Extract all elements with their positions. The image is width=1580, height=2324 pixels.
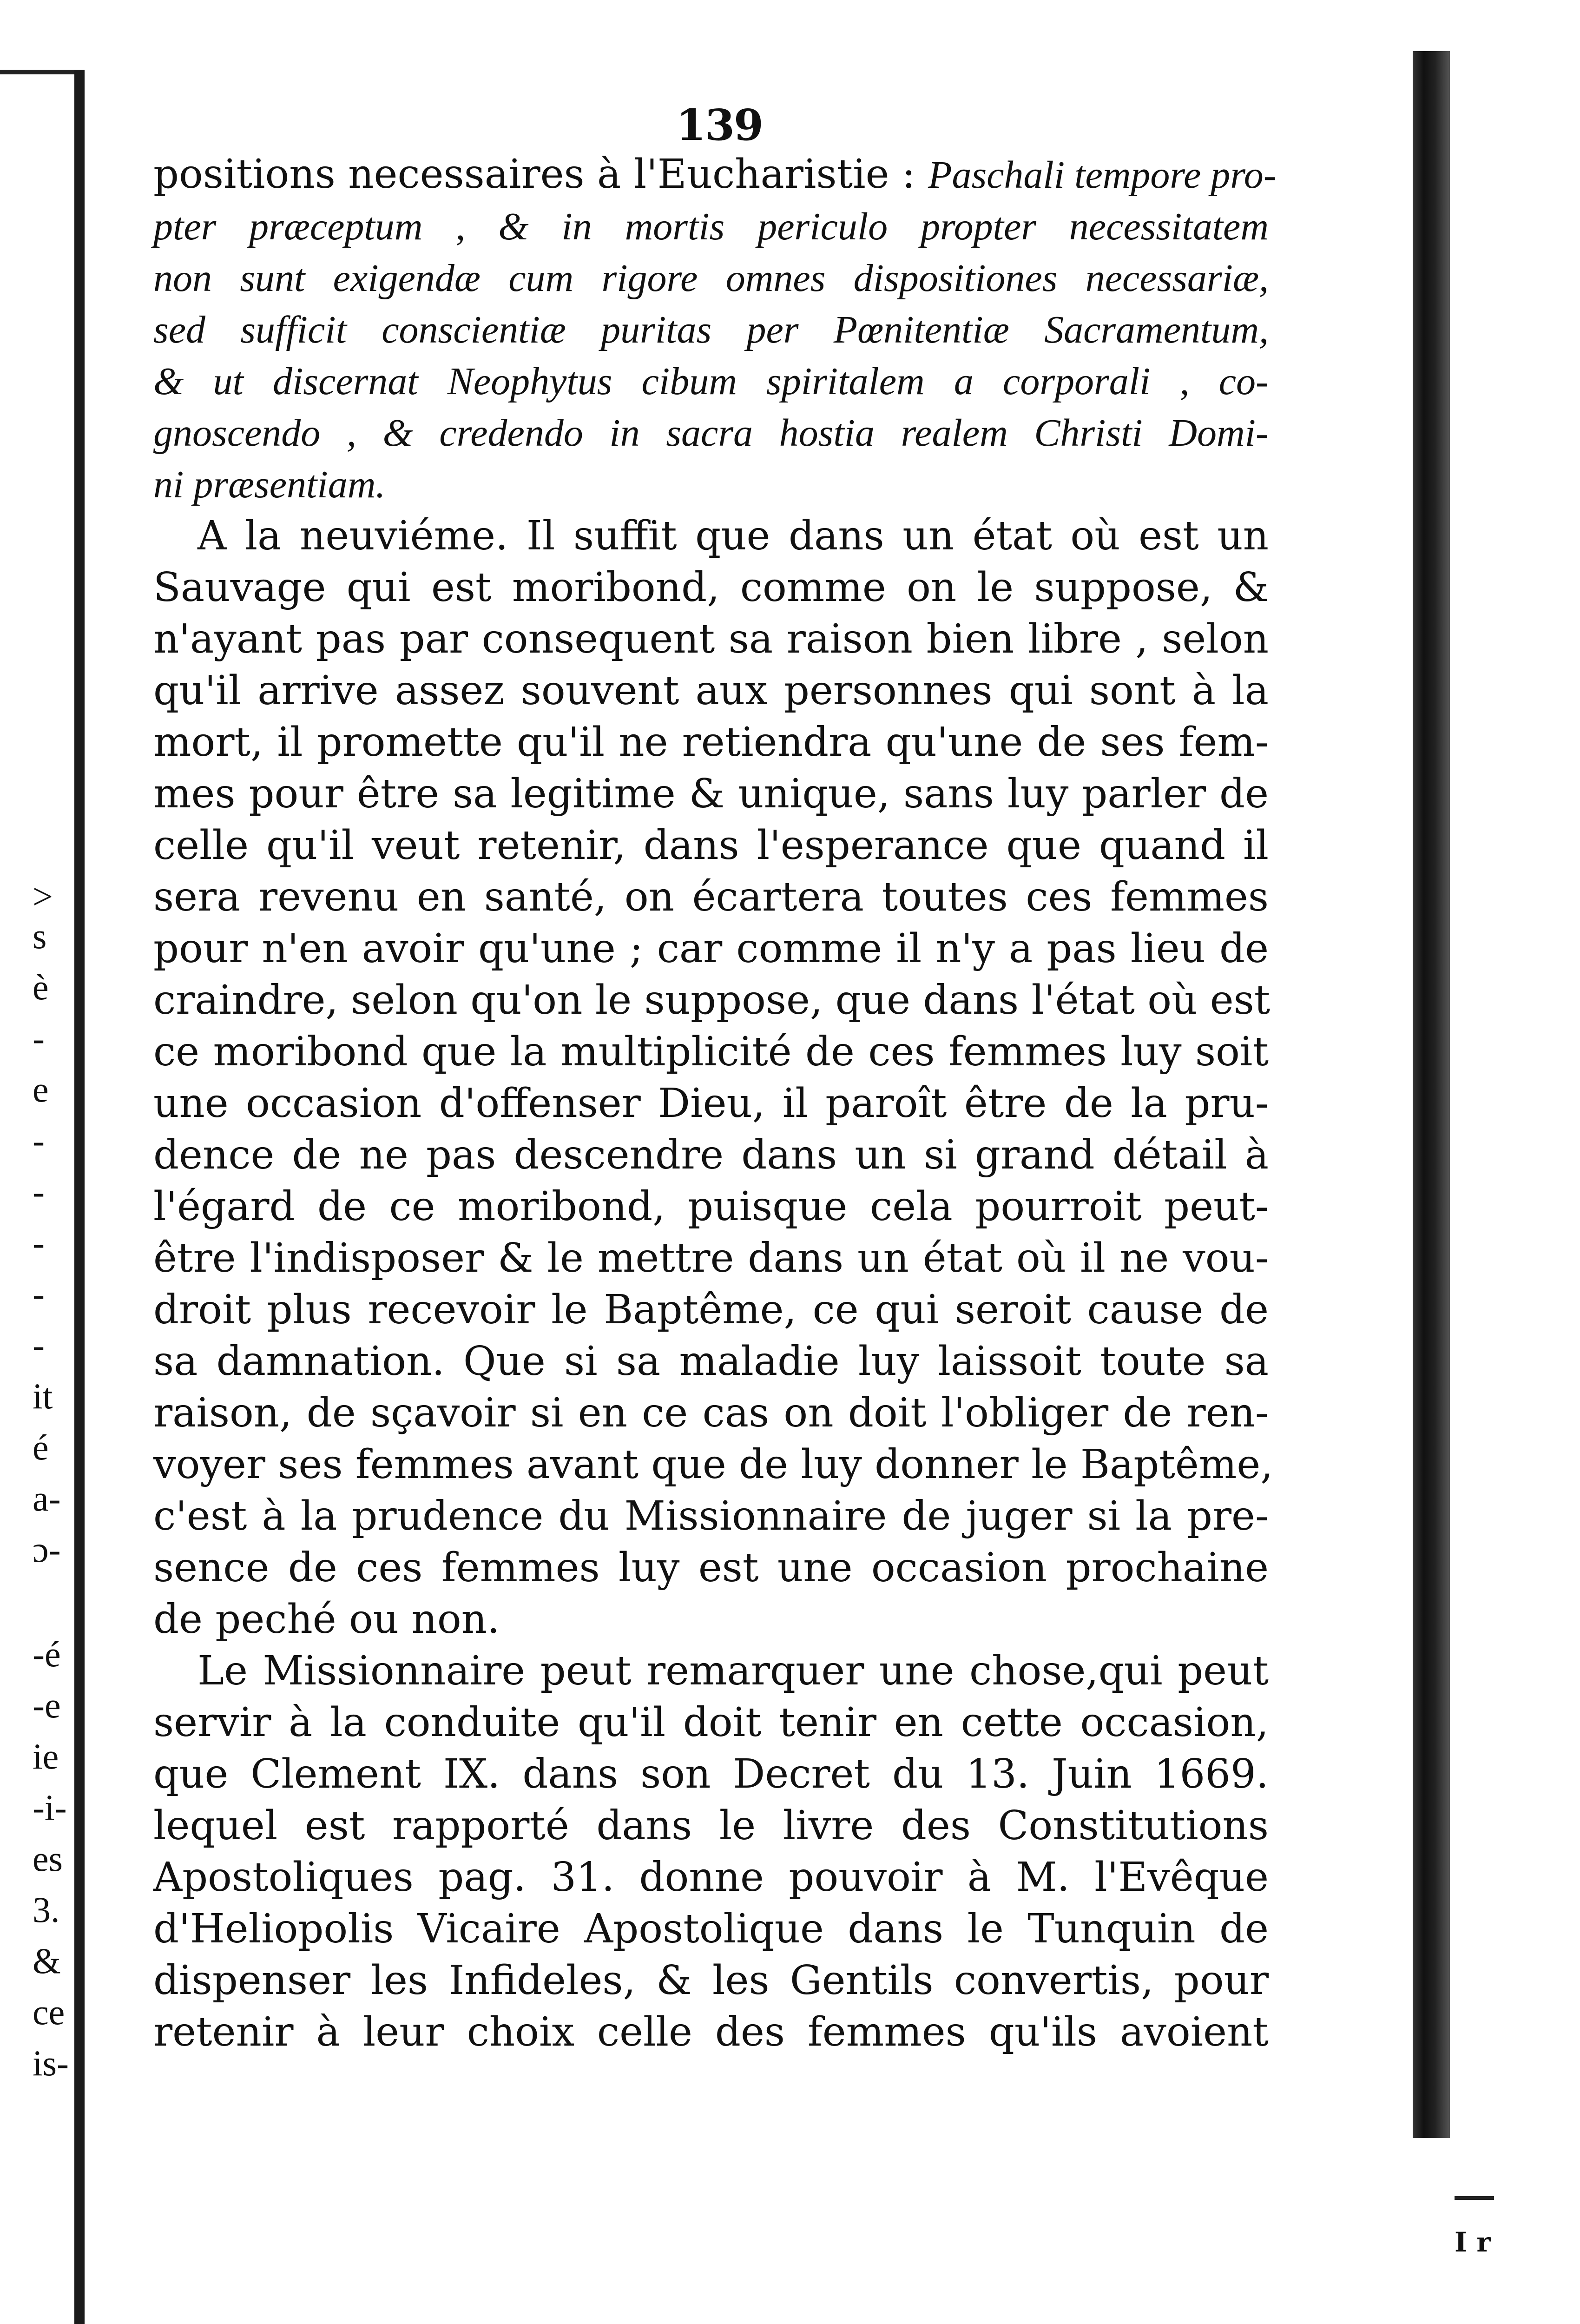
text-line: une occasion d'offenser Dieu, il paroît être de la pru-	[153, 1080, 1269, 1127]
latin-line: ni præsentiam.	[153, 463, 386, 506]
margin-fragment: -i-	[33, 1787, 67, 1828]
right-edge-tick	[1455, 2196, 1494, 2200]
text-line: Sauvage qui est moribond, comme on le suppose, &	[153, 564, 1269, 611]
margin-fragment: -e	[33, 1685, 61, 1725]
margin-fragment: a-	[33, 1478, 61, 1519]
text-line: dispenser les Infideles, & les Gentils convertis, pour	[153, 1957, 1269, 2004]
text-line: d'Heliopolis Vicaire Apostolique dans le Tunquin de	[153, 1906, 1269, 1952]
margin-fragment: 3.	[33, 1889, 60, 1930]
text-span: positions necessaires à l'Eucharistie :	[153, 151, 928, 198]
text-line: lequel est rapporté dans le livre des Constitutions	[153, 1802, 1269, 1849]
text-line: ce moribond que la multiplicité de ces femmes luy soit	[153, 1029, 1269, 1075]
text-line: mort, il promette qu'il ne retiendra qu'une de ses fem-	[153, 719, 1269, 766]
margin-fragment: è	[33, 967, 49, 1007]
text-line: A la neuviéme. Il suffit que dans un état où est un	[198, 513, 1269, 559]
margin-fragment: -	[33, 1325, 45, 1365]
text-line: craindre, selon qu'on le suppose, que dans l'état où est	[153, 977, 1271, 1023]
text-line: sera revenu en santé, on écartera toutes ces femmes	[153, 874, 1269, 920]
text-line: droit plus recevoir le Baptême, ce qui seroit cause de	[153, 1287, 1269, 1333]
text-line: pour n'en avoir qu'une ; car comme il n'y a pas lieu de	[153, 925, 1269, 972]
text-line: Apostoliques pag. 31. donne pouvoir à M. l'Evêque	[153, 1854, 1269, 1901]
text-line: celle qu'il veut retenir, dans l'esperance que quand il	[153, 822, 1269, 869]
margin-fragment: is-	[33, 2043, 69, 2083]
text-line: sa damnation. Que si sa maladie luy laissoit toute sa	[153, 1338, 1269, 1385]
text-line: servir à la conduite qu'il doit tenir en cette occasion,	[153, 1699, 1269, 1746]
text-line: être l'indisposer & le mettre dans un état où il ne vou-	[153, 1235, 1269, 1281]
right-margin-fragment: I r	[1455, 2226, 1491, 2258]
text-line: retenir à leur choix celle des femmes qu'ils avoient	[153, 2009, 1269, 2055]
latin-line: sed sufficit conscientiæ puritas per Pœnitentiæ Sacramentum,	[153, 308, 1269, 351]
latin-line: gnoscendo , & credendo in sacra hostia realem Christi Domi-	[153, 411, 1269, 455]
text-line: que Clement IX. dans son Decret du 13. Juin 1669.	[153, 1751, 1269, 1797]
text-line: mes pour être sa legitime & unique, sans luy parler de	[153, 771, 1269, 817]
page-number: 139	[676, 100, 763, 150]
page-text	[153, 149, 1277, 2058]
text-line: n'ayant pas par consequent sa raison bien libre , selon	[153, 616, 1269, 662]
margin-fragment: e	[33, 1069, 49, 1109]
latin-line: non sunt exigendæ cum rigore omnes dispositiones necessariæ,	[153, 257, 1269, 300]
margin-fragment: &	[33, 1941, 61, 1981]
margin-fragment: -	[33, 1018, 45, 1058]
margin-fragment: é	[33, 1427, 49, 1467]
margin-fragment: >	[33, 876, 53, 917]
text-line: voyer ses femmes avant que de luy donner le Baptême,	[153, 1441, 1273, 1488]
margin-fragment: ɔ-	[33, 1529, 61, 1570]
text-line: de peché ou non.	[153, 1596, 500, 1643]
text-line: raison, de sçavoir si en ce cas on doit l'obliger de ren-	[153, 1390, 1269, 1436]
margin-fragment: es	[33, 1838, 63, 1879]
text-line: c'est à la prudence du Missionnaire de juger si la pre-	[153, 1493, 1269, 1539]
margin-fragment: it	[33, 1376, 53, 1416]
latin-line: & ut discernat Neophytus cibum spiritalem a corporali , co-	[153, 360, 1269, 403]
margin-fragment: ce	[33, 1992, 65, 2032]
text-line: sence de ces femmes luy est une occasion prochaine	[153, 1545, 1269, 1591]
margin-fragment: -	[33, 1222, 45, 1263]
left-margin-fragments	[33, 0, 74, 2324]
right-scan-shadow	[1413, 51, 1450, 2138]
margin-fragment: ie	[33, 1736, 59, 1776]
margin-fragment: -	[33, 1171, 45, 1212]
text-line	[153, 149, 1277, 201]
text-line: qu'il arrive assez souvent aux personnes qui sont à la	[153, 667, 1269, 714]
margin-fragment: -é	[33, 1634, 61, 1674]
text-line: dence de ne pas descendre dans un si grand détail à	[153, 1132, 1269, 1178]
margin-fragment: -	[33, 1120, 45, 1161]
latin-line: pter præceptum , & in mortis periculo propter necessitatem	[153, 205, 1269, 248]
text-line: Le Missionnaire peut remarquer une chose,qui peut	[198, 1648, 1269, 1694]
text-line: l'égard de ce moribond, puisque cela pourroit peut-	[153, 1183, 1269, 1230]
margin-fragment: s	[33, 916, 47, 956]
latin-span: Paschali tempore pro-	[928, 153, 1277, 197]
margin-fragment: -	[33, 1274, 45, 1314]
